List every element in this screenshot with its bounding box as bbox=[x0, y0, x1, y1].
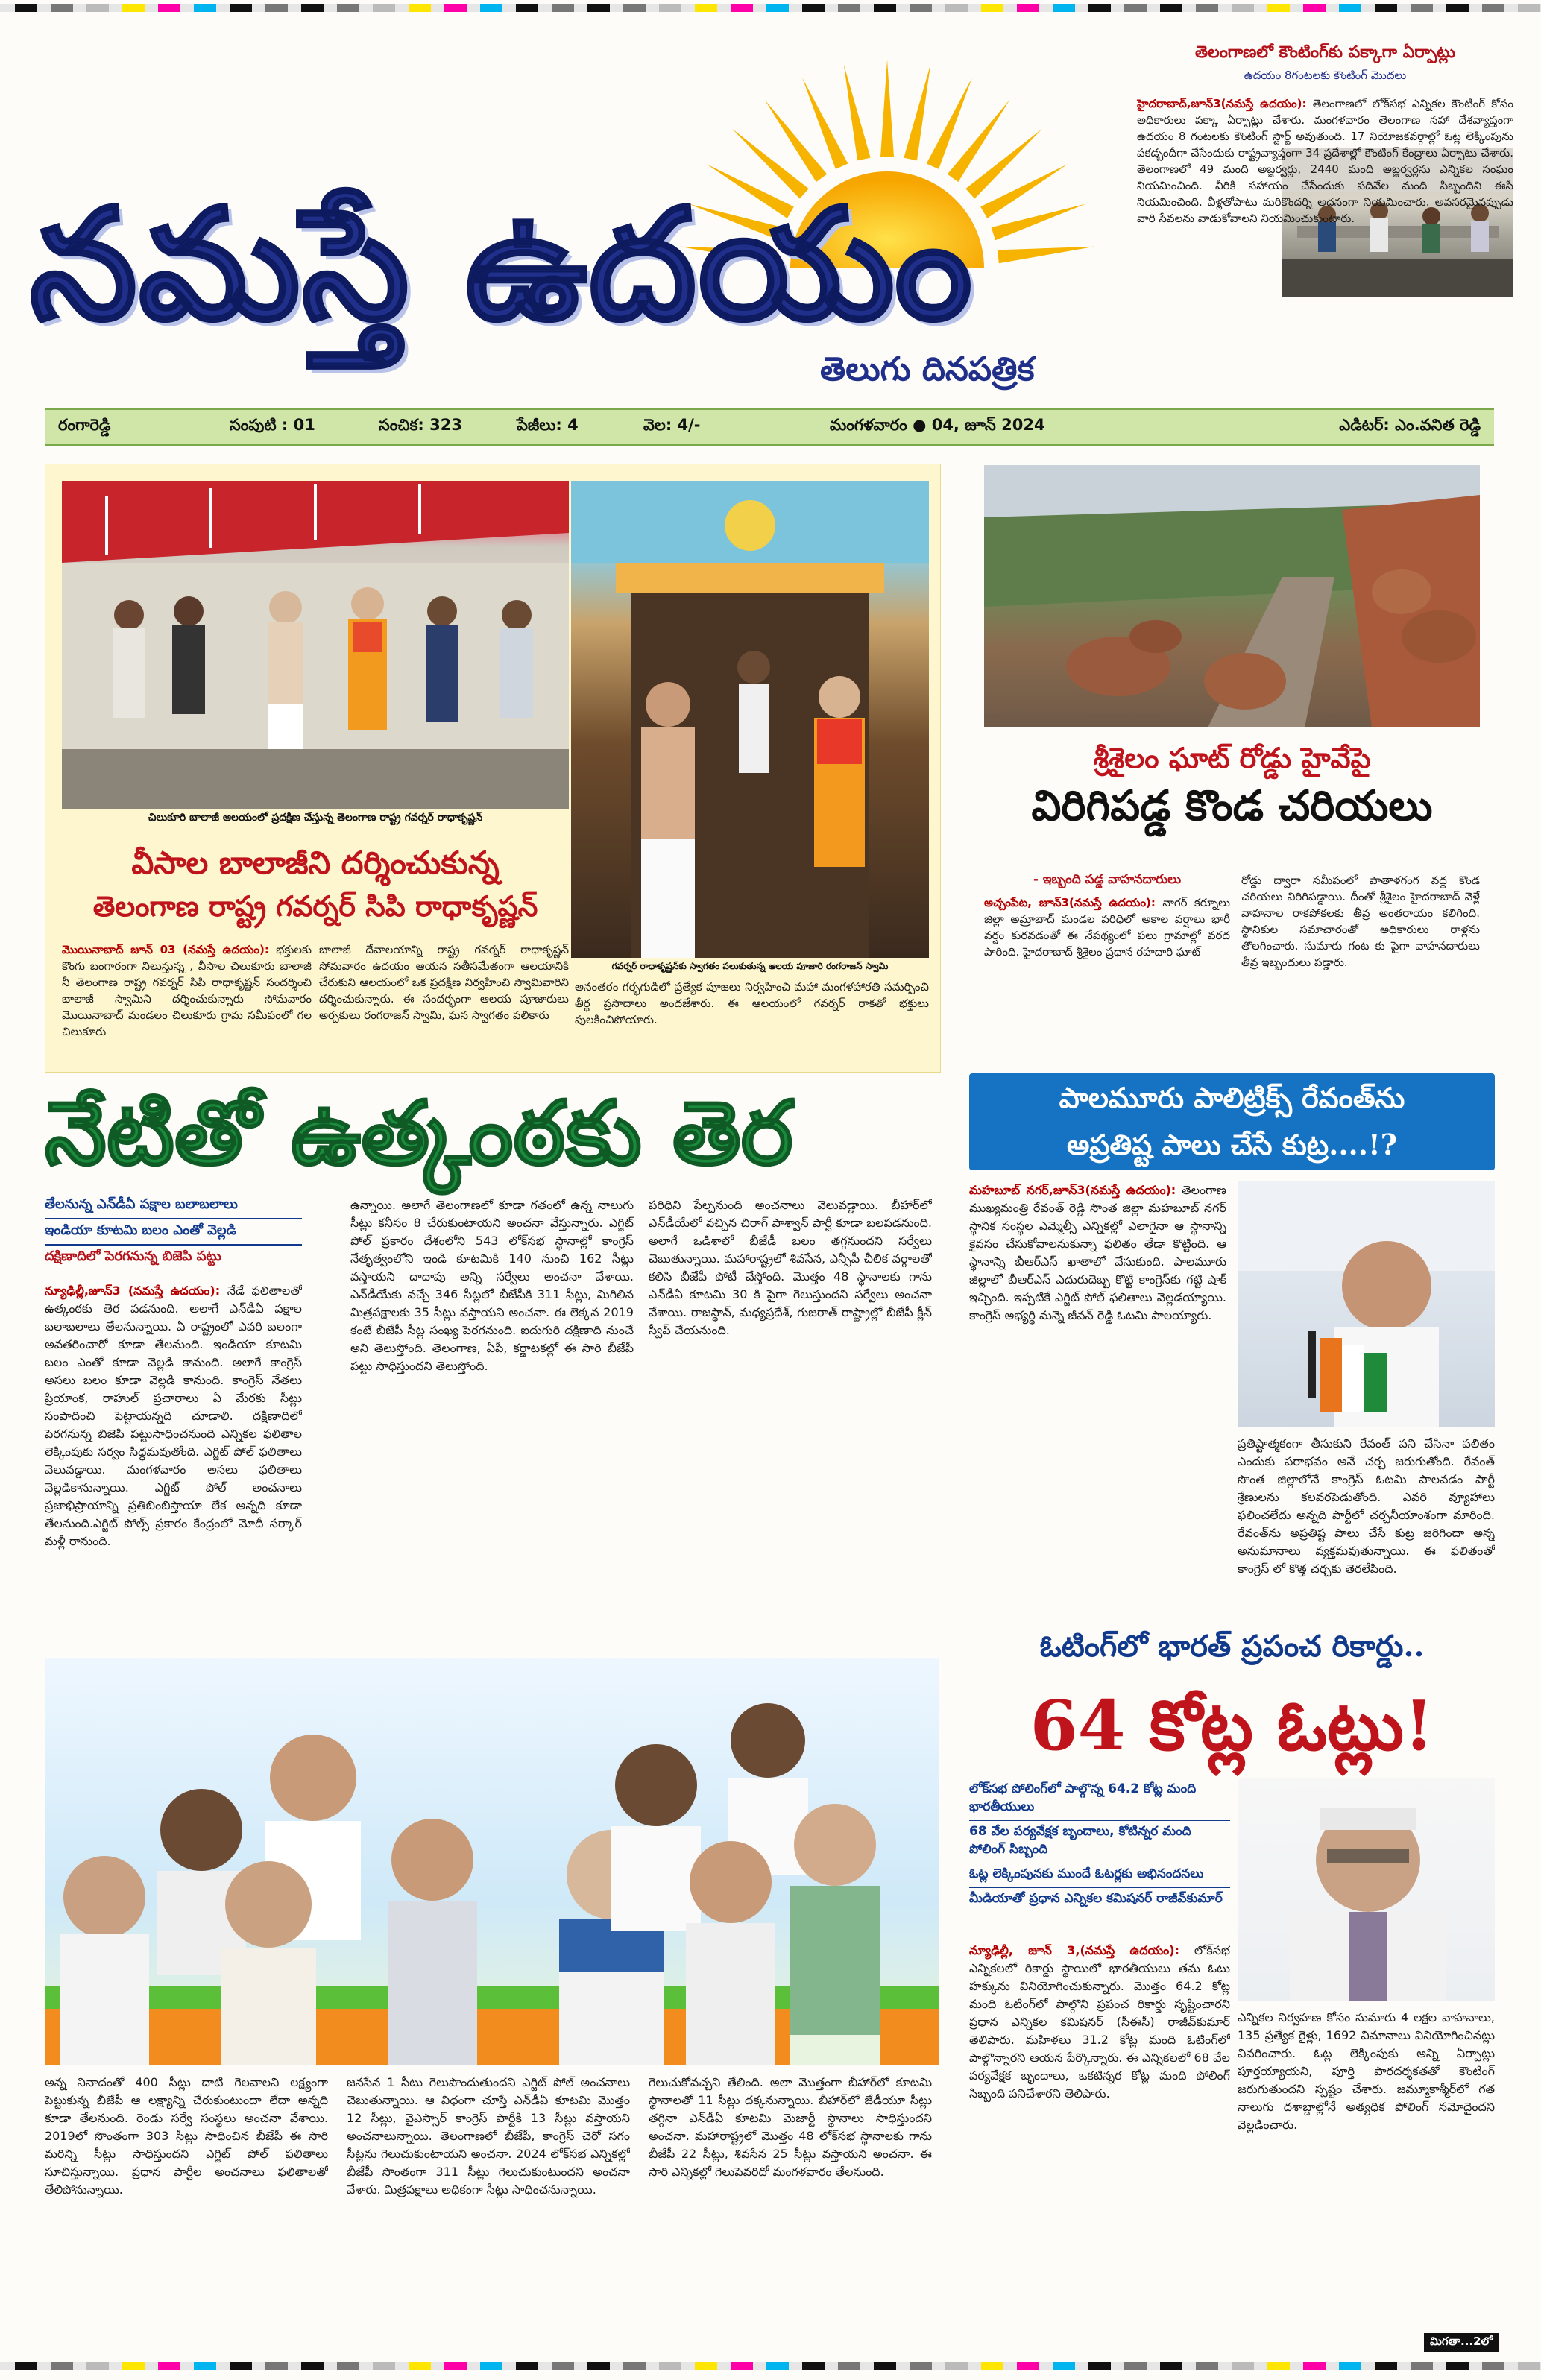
registration-swatch bbox=[1339, 2362, 1361, 2370]
registration-swatch bbox=[1196, 4, 1218, 12]
dateline: న్యూఢిల్లీ,జూన్3 (నమస్తే ఉదయం): bbox=[45, 1284, 221, 1298]
lead-col2: ఉన్నాయి. అలాగే తెలంగాణలో కూడా గతంలో ఉన్న నాలుగు సీట్లు కనీసం 8 చేరుకుంటాయని అంచనా వేస్తున్నారు. ఎగ్జిట్ పోల్ ప్రకారం దేశంలోని 543 లోక్‌సభ స్థానాల్లో కాంగ్రెస్ నేతృత్వంలోని ఇండి కూటమికి 140 నుంచి 162 సీట్లు వస్తాయని దాదాపు అన్ని సర్వేలు అంచనా వేశాయి. ఎన్‌డీయేకు వచ్చే 346 సీట్లలో బీజేపీకి 311 సీట్లు, మిగిలిన మిత్రపక్షాలకు 35 సీట్లు వస్తాయని అంచనా. ఈ లెక్కన 2019 కంటే బీజేపీ సీట్ల సంఖ్య పెరగనుంది. ఐదుగురి దక్షిణాది నుంచే అని తెలుస్తోంది. తెలంగాణ, ఏపీ, కర్ణాటకల్లో ఈ సారి బీజేపీ పట్టు సాధిస్తుందని తెలుస్తోంది. bbox=[350, 1198, 634, 1373]
registration-swatch bbox=[86, 4, 109, 12]
registration-swatch bbox=[910, 4, 932, 12]
registration-swatch bbox=[1017, 4, 1039, 12]
registration-swatch bbox=[1446, 4, 1469, 12]
registration-swatch bbox=[1196, 2362, 1218, 2370]
headline-line1: పాలమూరు పాలిట్రిక్స్ రేవంత్‌ను bbox=[1059, 1081, 1405, 1114]
subhead-1: లోక్‌సభ పోలింగ్‌లో పాల్గొన్న 64.2 కోట్ల మంది భారతీయులు bbox=[969, 1781, 1230, 1821]
sri-col1 bbox=[984, 894, 1230, 999]
issue-date: మంగళవారం ● 04, జూన్ 2024 bbox=[830, 416, 1045, 434]
rev-col2: ప్రతిష్టాత్మకంగా తీసుకుని రేవంత్ పని చేసినా పలితం ఎందుకు పరాభవం అనే చర్చ జరుగుతోంది. రేవంత్ సొంత జిల్లాలోనే కాంగ్రెస్ ఓటమి పాలవడం పార్టీ శ్రేణులను కలవరపెడుతోంది. ఎవరి వ్యూహాలు ఫలించలేదు అన్నది పార్టీలో చర్చనీయాంశంగా మారింది. రేవంత్‌ను అప్రతిష్ట పాలు చేసే కుట్ర జరిగిందా అన్న అనుమానాలు వ్యక్తమవుతున్నాయి. ఈ ఫలితంతో కాంగ్రెస్ లో కొత్త చర్చకు తెరలేపింది. bbox=[1238, 1436, 1495, 1576]
registration-swatch bbox=[122, 4, 145, 12]
registration-swatch bbox=[945, 4, 968, 12]
temple-pradakshina-photo bbox=[62, 481, 569, 809]
registration-swatch bbox=[1267, 2362, 1290, 2370]
registration-swatch bbox=[1160, 2362, 1182, 2370]
lead-col7: గెలుచుకోవచ్చని తేలింది. అలా మొత్తంగా బీహార్‌లో కూటమి స్థానాలతో 11 సీట్లు దక్కనున్నాయి. బీహార్‌లో జేడీయూ సీట్లు తగ్గినా ఎన్‌డీఏ కూటమి మెజార్టీ స్థానాలు సాధిస్తుందని అంచనా. మహారాష్ట్రలో మొత్తం 48 లోక్‌సభ స్థానాలకు గాను బీజేపీ 22 సీట్లు, శివసేన 25 సీట్లు వస్తాయని అంచనా. ఈ సారి ఎన్నికల్లో గెలుపెవరిదో మంగళవారం తేలనుంది. bbox=[649, 2075, 932, 2179]
election-commissioner-image bbox=[1238, 1778, 1495, 2001]
masthead bbox=[30, 45, 1133, 395]
sri-col2: రోడ్డు ద్వారా సమీపంలో పాతాళగంగ వద్ద కొండ చరియలు విరిగిపడ్డాయి. దీంతో శ్రీశైలం హైదరాబాద్ వెళ్లే వాహనాల రాకపోకలకు తీవ్ర అంతరాయం కలిగింది. స్థానికుల సమాచారంతో అధికారులు రాళ్లను తొలగించారు. సుమారు గంట కు పైగా వాహనదారులు తీవ్ర ఇబ్బందులు పడ్డారు. bbox=[1241, 874, 1480, 969]
registration-swatch bbox=[623, 2362, 646, 2370]
registration-swatch bbox=[122, 2362, 145, 2370]
revanth-headline-box bbox=[969, 1073, 1495, 1170]
registration-bar-bottom bbox=[0, 2355, 1541, 2377]
registration-swatch bbox=[1446, 2362, 1469, 2370]
registration-swatch bbox=[15, 2362, 37, 2370]
registration-swatch bbox=[1411, 4, 1433, 12]
registration-swatch bbox=[802, 2362, 825, 2370]
registration-swatch bbox=[444, 4, 467, 12]
registration-swatch bbox=[158, 4, 180, 12]
registration-swatch bbox=[1232, 4, 1254, 12]
chief-minister-speaking-image bbox=[1238, 1181, 1495, 1427]
body-text: నేడే ఫలితాలతో ఉత్కంఠకు తెర పడనుంది. అలాగే ఎన్‌డీఏ పక్షాల బలాబలాలు తేలనున్నాయి. ఏ రాష్ట్రంలో ఎవరి బలంగా అవతరించారో కూడా తేలనుంది. ఇండియా కూటమి బలం ఎంతో కూడా వెల్లడి కానుంది. అలాగే కాంగ్రెస్ అసలు బలం కూడా వెల్లడి కానుంది. కాంగ్రెస్ నేతలు ప్రియాంక, రాహుల్ ప్రచారాలు ఏ మేరకు సీట్లు సంపాదించి పెట్టాయన్నది చూడాలి. దక్షిణాదిలో పెరగనున్న బిజెపి పట్టుసాధించనుంది ఎన్నికల ఫలితాల లెక్కింపుకు సర్వం సిద్ధమవుతోంది. ఎగ్జిట్ పోల్ ఫలితాలు వెలువడ్డాయి. మంగళవారం అసలు ఫలితాలు వెల్లడికానున్నాయి. ఎగ్జిట్ పోల్ అంచనాలు ప్రజాభిప్రాయాన్ని ప్రతిబింబిస్తాయా లేక అన్నది కూడా తేలనుంది.ఎగ్జిట్ పోల్స్ ప్రకారం కేంద్రంలో మోదీ సర్కార్ మళ్లీ రానుంది. bbox=[45, 1284, 302, 1548]
registration-swatch bbox=[337, 2362, 359, 2370]
gov-col2: బాలాజీ దేవాలయాన్ని రాష్ట్ర గవర్నర్ రాధాకృష్ణన్ సోమవారం ఉదయం ఆయన సతీసమేతంగా ఆలయానికి చేరుకుని ఆలయంలో ఒక ప్రదక్షిణ నిర్వహించి స్వామివారిని దర్శించుకున్నారు. ఈ సందర్భంగా ఆలయ పూజారులు అర్చకులు రంగరాజన్ స్వామి, ఘన స్వాగతం పలికారు bbox=[319, 943, 569, 1022]
registration-swatch bbox=[981, 2362, 1003, 2370]
registration-swatch bbox=[695, 2362, 717, 2370]
registration-swatch bbox=[444, 2362, 467, 2370]
registration-swatch bbox=[301, 2362, 324, 2370]
gov-col3: అనంతరం గర్భగుడిలో ప్రత్యేక పూజలు నిర్వహించి మహా మంగళహారతి సమర్పించి తీర్థ ప్రసాదాలు అందజేశారు. ఈ ఆలయంలో గవర్నర్ రాకతో భక్తులు పులకించిపోయారు. bbox=[575, 980, 929, 1026]
registration-swatch bbox=[1088, 4, 1111, 12]
district: రంగారెడ్డి bbox=[58, 416, 111, 434]
subhead-3: ఓట్ల లెక్కింపునకు ముందే ఓటర్లకు అభినందనలు bbox=[969, 1863, 1230, 1888]
leaders-collage-image bbox=[45, 1658, 939, 2065]
registration-bar-top bbox=[0, 0, 1541, 16]
registration-swatch bbox=[838, 2362, 860, 2370]
registration-swatch bbox=[265, 2362, 288, 2370]
color-registration-marks-bottom bbox=[0, 2355, 1541, 2377]
registration-swatch bbox=[158, 2362, 180, 2370]
lead-col5: అన్న నినాదంతో 400 సీట్లు దాటి గెలవాలని లక్ష్యంగా పెట్టుకున్న బీజేపీ ఆ లక్ష్యాన్ని చేరుకుంటుందా లేదా అన్నది కూడా తేలనుంది. రెండు సర్వే సంస్థలు అంచనా వేశాయి. 2019లో సొంతంగా 303 సీట్లు సాధించిన బీజేపీ ఈ సారి మరిన్ని సీట్లు సాధిస్తుందని ఎగ్జిట్ పోల్ ఫలితాలు సూచిస్తున్నాయి. ప్రధాన పార్టీల అంచనాలు ఫలితాలతో తేలిపోనున్నాయి. bbox=[45, 2075, 328, 2197]
registration-swatch bbox=[1124, 4, 1147, 12]
registration-swatch bbox=[766, 2362, 789, 2370]
sun-ray bbox=[844, 64, 871, 160]
registration-swatch bbox=[265, 4, 288, 12]
registration-swatch bbox=[802, 4, 825, 12]
subhead: - ఇబ్బంది పడ్డ వాహనదారులు bbox=[1033, 872, 1182, 887]
lead-headline: నేటితో ఉత్కంఠకు తెర bbox=[45, 1081, 793, 1184]
dateline: మహబూబ్ నగర్,జూన్3(నమస్తే ఉదయం): bbox=[969, 1183, 1176, 1197]
registration-swatch bbox=[194, 4, 216, 12]
subhead-3: దక్షిణాదిలో పెరగనున్న బిజెపి పట్టు bbox=[45, 1249, 221, 1264]
revanth-reddy-photo bbox=[1238, 1181, 1495, 1427]
headline: తెలంగాణలో కౌంటింగ్‌కు పక్కాగా ఏర్పాట్లు bbox=[1195, 43, 1455, 62]
governor-temple-image bbox=[62, 481, 569, 809]
vote-col2: ఎన్నికల నిర్వహణ కోసం సుమారు 4 లక్షల వాహనాలు, 135 ప్రత్యేక రైళ్లు, 1692 విమానాలు వినియోగించినట్లు వివరించారు. ఓట్ల లెక్కింపుకు అన్ని ఏర్పాట్లు పూర్తయ్యాయని, పూర్తి పారదర్శకతతో కౌంటింగ్ జరుగుతుందని స్పష్టం చేశారు. జమ్మూకాశ్మీర్‌లో గత నాలుగు దశాబ్దాల్లోనే అత్యధిక పోలింగ్ నమోదైందని వెల్లడించారు. bbox=[1238, 2010, 1495, 2132]
registration-swatch bbox=[731, 2362, 753, 2370]
registration-swatch bbox=[301, 4, 324, 12]
registration-swatch bbox=[659, 4, 681, 12]
governor-story bbox=[45, 464, 941, 1073]
masthead-title: నమస్తే ఉదయం bbox=[30, 175, 974, 354]
registration-swatch bbox=[1375, 2362, 1397, 2370]
lead-col6: జనసేన 1 సీటు గెలుపొందుతుందని ఎగ్జిట్ పోల్ అంచనాలు చెబుతున్నాయి. ఆ విధంగా చూస్తే ఎన్‌డీఏ కూటమి మొత్తం 12 సీట్లు, వైఎస్సార్ కాంగ్రెస్ పార్టీకి 13 సీట్లు వస్తాయని అంచనాలున్నాయి. తెలంగాణలో బీజేపీ, కాంగ్రెస్ చెరో సగం సీట్లను గెలుచుకుంటాయని అంచనా. 2024 లోక్‌సభ ఎన్నికల్లో బీజేపీ సొంతంగా 311 సీట్లు గెలుచుకుంటుందని అంచనా వేశారు. మిత్రపక్షాలు అధికంగా సీట్లు సాధించనున్నాయి. bbox=[347, 2075, 630, 2197]
registration-swatch bbox=[51, 4, 73, 12]
issue: సంచిక: 323 bbox=[379, 416, 462, 434]
vote-col1 bbox=[969, 1942, 1230, 2355]
registration-swatch bbox=[838, 4, 860, 12]
registration-swatch bbox=[1160, 4, 1182, 12]
gov-col1 bbox=[62, 941, 312, 1067]
lead-col1 bbox=[45, 1282, 302, 1646]
volume: సంపుటి : 01 bbox=[230, 416, 315, 434]
registration-swatch bbox=[516, 2362, 538, 2370]
masthead-tagline: తెలుగు దినపత్రిక bbox=[820, 350, 1035, 388]
registration-swatch bbox=[51, 2362, 73, 2370]
subhead-2: 68 వేల పర్యవేక్షక బృందాలు, కోటిన్నర మంది పోలింగ్ సిబ్బంది bbox=[969, 1821, 1230, 1863]
continued-tag: మిగతా...2లో bbox=[1424, 2333, 1499, 2352]
body-text: తెలంగాణలో లోక్‌సభ ఎన్నికల కౌంటింగ్ కోసం అధికారులు పక్కా ఏర్పాట్లు చేశారు. మంగళవారం తెలంగాణ సహా దేశవ్యాప్తంగా ఉదయం 8 గంటలకు కౌంటింగ్ స్టార్ట్ అవుతుంది. 17 నియోజకవర్గాల్లో ఓట్ల లెక్కింపును పకడ్బందీగా చేసేందుకు రాష్ట్రవ్యాప్తంగా 34 ప్రదేశాల్లో కౌంటింగ్ కేంద్రాలు ఏర్పాటు చేశారు. తెలంగాణలో 49 మంది అబ్జర్వర్లు, 2440 మంది అబ్జర్వర్లను ఎన్నికల సంఘం నియమించింది. వీరికి సహాయం చేసేందుకు పదివేల మంది సిబ్బందిని ఈసీ నియమించింది. వీళ్లతోపాటు మరికొందర్ని అదనంగా నియమించారు. అవసరమైనప్పుడు వారి సేవలను వాడుకోవాలని నియమించుకుంటారు. bbox=[1137, 97, 1513, 225]
photo1-caption: చిలుకూరి బాలాజీ ఆలయంలో ప్రదక్షిణ చేస్తున్న తెలంగాణ రాష్ట్ర గవర్నర్ రాధాకృష్ణన్ bbox=[148, 812, 483, 824]
revanth-story bbox=[969, 1073, 1495, 1610]
registration-swatch bbox=[1124, 2362, 1147, 2370]
photo2-caption: గవర్నర్ రాధాకృష్ణన్‌కు స్వాగతం పలుకుతున్న ఆలయ పూజారి రంగరాజన్ స్వామి bbox=[611, 961, 889, 971]
rev-col1 bbox=[969, 1181, 1226, 1606]
registration-swatch bbox=[695, 4, 717, 12]
kicker: శ్రీశైలం ఘాట్ రోడ్డు హైవేపై bbox=[1093, 741, 1371, 774]
registration-swatch bbox=[945, 2362, 968, 2370]
registration-swatch bbox=[1053, 2362, 1075, 2370]
registration-swatch bbox=[373, 2362, 395, 2370]
temple-welcome-photo bbox=[571, 481, 929, 958]
registration-swatch bbox=[480, 2362, 502, 2370]
registration-swatch bbox=[15, 4, 37, 12]
lead-col3: పరిధిని పేల్చనుంది అంచనాలు వెలువడ్డాయి. బీహార్‌లో ఎన్‌డీయేలో వచ్చిన చిరాగ్ పాశ్వాన్ పార్టీ కూడా బలపడనుంది. అలాగే ఒడిశాలో బీజేడీ బలం తగ్గనుందని సర్వేలు చెబుతున్నాయి. మహారాష్ట్రలో శివసేన, ఎన్సీపీ చీలిక వర్గాలతో కలిసి బీజేపీ పోటీ చేస్తోంది. మొత్తం 48 స్థానాలకు గాను ఎన్‌డీఏ కూటమి 30 కి పైగా గెలుస్తుందని సర్వేలు అంచనా వేశాయి. రాజస్థాన్, మధ్యప్రదేశ్, గుజరాత్ రాష్ట్రాల్లో బీజేపీ క్లీన్ స్వీప్ చేయనుంది. bbox=[649, 1198, 932, 1337]
registration-swatch bbox=[731, 4, 753, 12]
body-text: భక్తులకు కొంగు బంగారంగా నిలుస్తున్న , వీసాల చిలుకూరు బాలాజీ నీ తెలంగాణ రాష్ట్ర గవర్నర్ సిపి రాధాకృష్ణన్ సందర్శించి బాలాజీ స్వామిని దర్శించుకున్నారు సోమవారం మొయినాబాద్ మండలం చిలుకూరు గ్రామ సమీపంలో గల చిలుకూరు bbox=[62, 943, 312, 1038]
lead-subheads bbox=[45, 1196, 302, 1270]
registration-swatch bbox=[230, 4, 252, 12]
subheads bbox=[969, 1781, 1230, 1912]
registration-swatch bbox=[194, 2362, 216, 2370]
dateline: న్యూఢిల్లీ, జూన్ 3,(నమస్తే ఉదయం): bbox=[969, 1943, 1179, 1957]
body-text: నాగర్ కర్నూలు జిల్లా అమ్రాబాద్ మండల పరిధిలో అకాల వర్షాలు భారీ వర్షం కురవడంతో ఈ నేపథ్యంలో పలు గ్రామాల్లో వరద పారింది. హైదరాబాద్ శ్రీశైలం ప్రధాన రహదారి ఘాట్ bbox=[984, 896, 1230, 959]
voting-record-story bbox=[969, 1629, 1495, 2355]
registration-swatch bbox=[1303, 2362, 1326, 2370]
political-leaders-photo bbox=[45, 1658, 939, 2065]
registration-swatch bbox=[86, 2362, 109, 2370]
registration-swatch bbox=[587, 4, 610, 12]
headline-line1: వీసాల బాలాజీని దర్శించుకున్న bbox=[131, 845, 500, 881]
registration-swatch bbox=[766, 4, 789, 12]
headline: విరిగిపడ్డ కొండ చరియలు bbox=[1031, 781, 1433, 830]
registration-swatch bbox=[230, 2362, 252, 2370]
registration-swatch bbox=[409, 2362, 431, 2370]
registration-swatch bbox=[1339, 4, 1361, 12]
registration-swatch bbox=[552, 2362, 574, 2370]
dateline-bar bbox=[45, 408, 1494, 446]
registration-swatch bbox=[1267, 4, 1290, 12]
subhead-2: ఇండియా కూటమి బలం ఎంతో వెల్లడి bbox=[45, 1219, 302, 1246]
registration-swatch bbox=[480, 4, 502, 12]
landslide-photo bbox=[984, 465, 1480, 727]
registration-swatch bbox=[1375, 4, 1397, 12]
dateline: హైదరాబాద్,జూన్3(నమస్తే ఉదయం): bbox=[1137, 97, 1307, 110]
registration-swatch bbox=[1482, 4, 1504, 12]
registration-swatch bbox=[373, 4, 395, 12]
boulders-on-road-image bbox=[984, 465, 1480, 727]
registration-swatch bbox=[1053, 4, 1075, 12]
registration-swatch bbox=[874, 2362, 896, 2370]
registration-swatch bbox=[1518, 4, 1540, 12]
registration-swatch bbox=[1482, 2362, 1504, 2370]
subhead: ఉదయం 8గంటలకు కౌంటింగ్ మొదలు bbox=[1244, 69, 1407, 82]
editor: ఎడిటర్: ఎం.వనిత రెడ్డి bbox=[1339, 416, 1481, 434]
registration-swatch bbox=[1411, 2362, 1433, 2370]
kicker: ఓటింగ్‌లో భారత్ ప్రపంచ రికార్డు.. bbox=[1039, 1629, 1425, 1664]
registration-swatch bbox=[587, 2362, 610, 2370]
top-right-story bbox=[1137, 43, 1513, 401]
sun-ray bbox=[880, 60, 894, 157]
subhead-1: తేలనున్న ఎన్‌డీఏ పక్షాల బలాబలాలు bbox=[45, 1196, 302, 1219]
registration-swatch bbox=[981, 4, 1003, 12]
pages: పేజీలు: 4 bbox=[517, 416, 579, 434]
body-text: లోక్‌సభ ఎన్నికలలో రికార్డు స్థాయిలో భారతీయులు తమ ఓటు హక్కును వినియోగించుకున్నారు. మొత్తం 64.2 కోట్ల మంది ఓటింగ్‌లో పాల్గొని ప్రపంచ రికార్డు సృష్టించారని ప్రధాన ఎన్నికల కమిషనర్ (సీఈసీ) రాజీవ్‌కుమార్ తెలిపారు. మహిళలు 31.2 కోట్ల మంది ఓటింగ్‌లో పాల్గొన్నారని ఆయన పేర్కొన్నారు. ఈ ఎన్నికలలో 68 వేల పర్యవేక్షక బృందాలు, ఒకటిన్నర కోట్ల మంది పోలింగ్ సిబ్బంది పనిచేశారని తెలిపారు. bbox=[969, 1943, 1230, 2100]
rajiv-kumar-photo bbox=[1238, 1778, 1495, 2001]
registration-swatch bbox=[1232, 2362, 1254, 2370]
registration-swatch bbox=[1017, 2362, 1039, 2370]
srisailam-story bbox=[969, 464, 1495, 1071]
registration-swatch bbox=[1088, 2362, 1111, 2370]
registration-swatch bbox=[659, 2362, 681, 2370]
registration-swatch bbox=[1518, 2362, 1540, 2370]
priest-welcome-image bbox=[571, 481, 929, 958]
sun-ray bbox=[904, 64, 930, 160]
registration-swatch bbox=[623, 4, 646, 12]
dateline: మొయినాబాద్ జూన్ 03 (నమస్తే ఉదయం): bbox=[62, 943, 269, 956]
headline: 64 కోట్ల ఓట్లు! bbox=[1030, 1685, 1434, 1766]
registration-swatch bbox=[874, 4, 896, 12]
registration-swatch bbox=[552, 4, 574, 12]
registration-swatch bbox=[409, 4, 431, 12]
dateline: అచ్చంపేట, జూన్3(నమస్తే ఉదయం): bbox=[984, 896, 1156, 909]
price: వెల: 4/- bbox=[643, 416, 701, 434]
subhead-4: మీడియాతో ప్రధాన ఎన్నికల కమిషనర్ రాజీవ్‌కుమార్ bbox=[969, 1891, 1223, 1906]
headline-line2: తెలంగాణ రాష్ట్ర గవర్నర్ సిపి రాధాకృష్ణన్ bbox=[92, 889, 538, 923]
registration-swatch bbox=[337, 4, 359, 12]
registration-swatch bbox=[1303, 4, 1326, 12]
registration-swatch bbox=[516, 4, 538, 12]
body-text: తెలంగాణ ముఖ్యమంత్రి రేవంత్ రెడ్డి సొంత జిల్లా మహబూబ్ నగర్ స్థానిక సంస్థల ఎమ్మెల్సీ ఎన్నికల్లో ఎలాగైనా ఆ స్థానాన్ని కైవసం చేసుకోవాలనుకున్నా ఫలితం తేడా కొట్టింది. ఆ స్థానాన్ని బీఆర్ఎస్ ఖాతాలో వేసుకుంది. పాలమూరు జిల్లాలో బీఆర్ఎస్ ఎదురుదెబ్బ కొట్టి కాంగ్రెస్‌కు గట్టి షాక్ ఇచ్చింది. ఇప్పటికే ఎగ్జిట్ పోల్ ఫలితాలు వెల్లడయ్యాయి. కాంగ్రెస్ అభ్యర్థి మన్నె జీవన్ రెడ్డి ఓటమి పాలయ్యారు. bbox=[969, 1183, 1226, 1322]
color-registration-marks bbox=[0, 0, 1541, 16]
headline-line2: అప్రతిష్ట పాలు చేసే కుట్ర....!? bbox=[1067, 1128, 1397, 1161]
registration-swatch bbox=[910, 2362, 932, 2370]
story-body bbox=[1137, 95, 1513, 401]
